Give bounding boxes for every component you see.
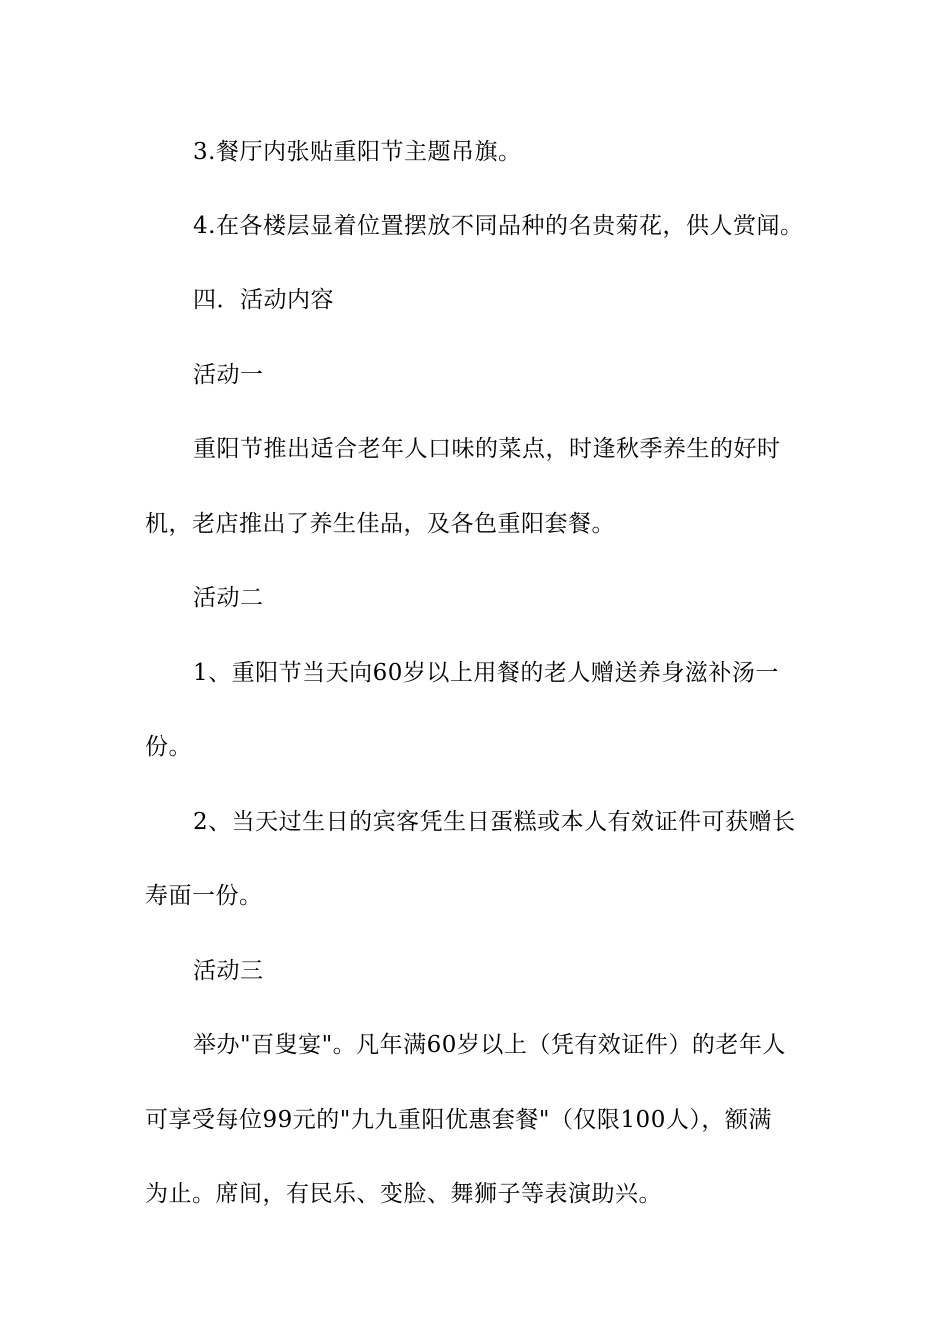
section-heading-activity-content: 四．活动内容 <box>193 287 334 313</box>
activity-one-text-line-2: 机，老店推出了养生佳品，及各色重阳套餐。 <box>145 511 615 537</box>
activity-three-text-line-1: 举办"百叟宴"。凡年满60岁以上（凭有效证件）的老年人 <box>193 1032 786 1058</box>
activity-two-item-1-line-1: 1、重阳节当天向60岁以上用餐的老人赠送养身滋补汤一 <box>193 660 779 686</box>
activity-two-item-2-line-1: 2、当天过生日的宾客凭生日蛋糕或本人有效证件可获赠长 <box>193 809 796 835</box>
activity-two-item-1-line-2: 份。 <box>145 734 192 760</box>
activity-one-text-line-1: 重阳节推出适合老年人口味的菜点，时逢秋季养生的好时 <box>193 436 781 462</box>
paragraph-decoration-item-3: 3.餐厅内张贴重阳节主题吊旗。 <box>193 139 522 165</box>
activity-one-heading: 活动一 <box>193 362 264 388</box>
paragraph-decoration-item-4: 4.在各楼层显着位置摆放不同品种的名贵菊花，供人赏闻。 <box>193 213 804 239</box>
activity-three-heading: 活动三 <box>193 958 264 984</box>
activity-two-item-2-line-2: 寿面一份。 <box>145 883 263 909</box>
activity-three-text-line-3: 为止。席间，有民乐、变脸、舞狮子等表演助兴。 <box>145 1181 662 1207</box>
activity-three-text-line-2: 可享受每位99元的"九九重阳优惠套餐"（仅限100人），额满 <box>145 1107 772 1133</box>
activity-two-heading: 活动二 <box>193 585 264 611</box>
